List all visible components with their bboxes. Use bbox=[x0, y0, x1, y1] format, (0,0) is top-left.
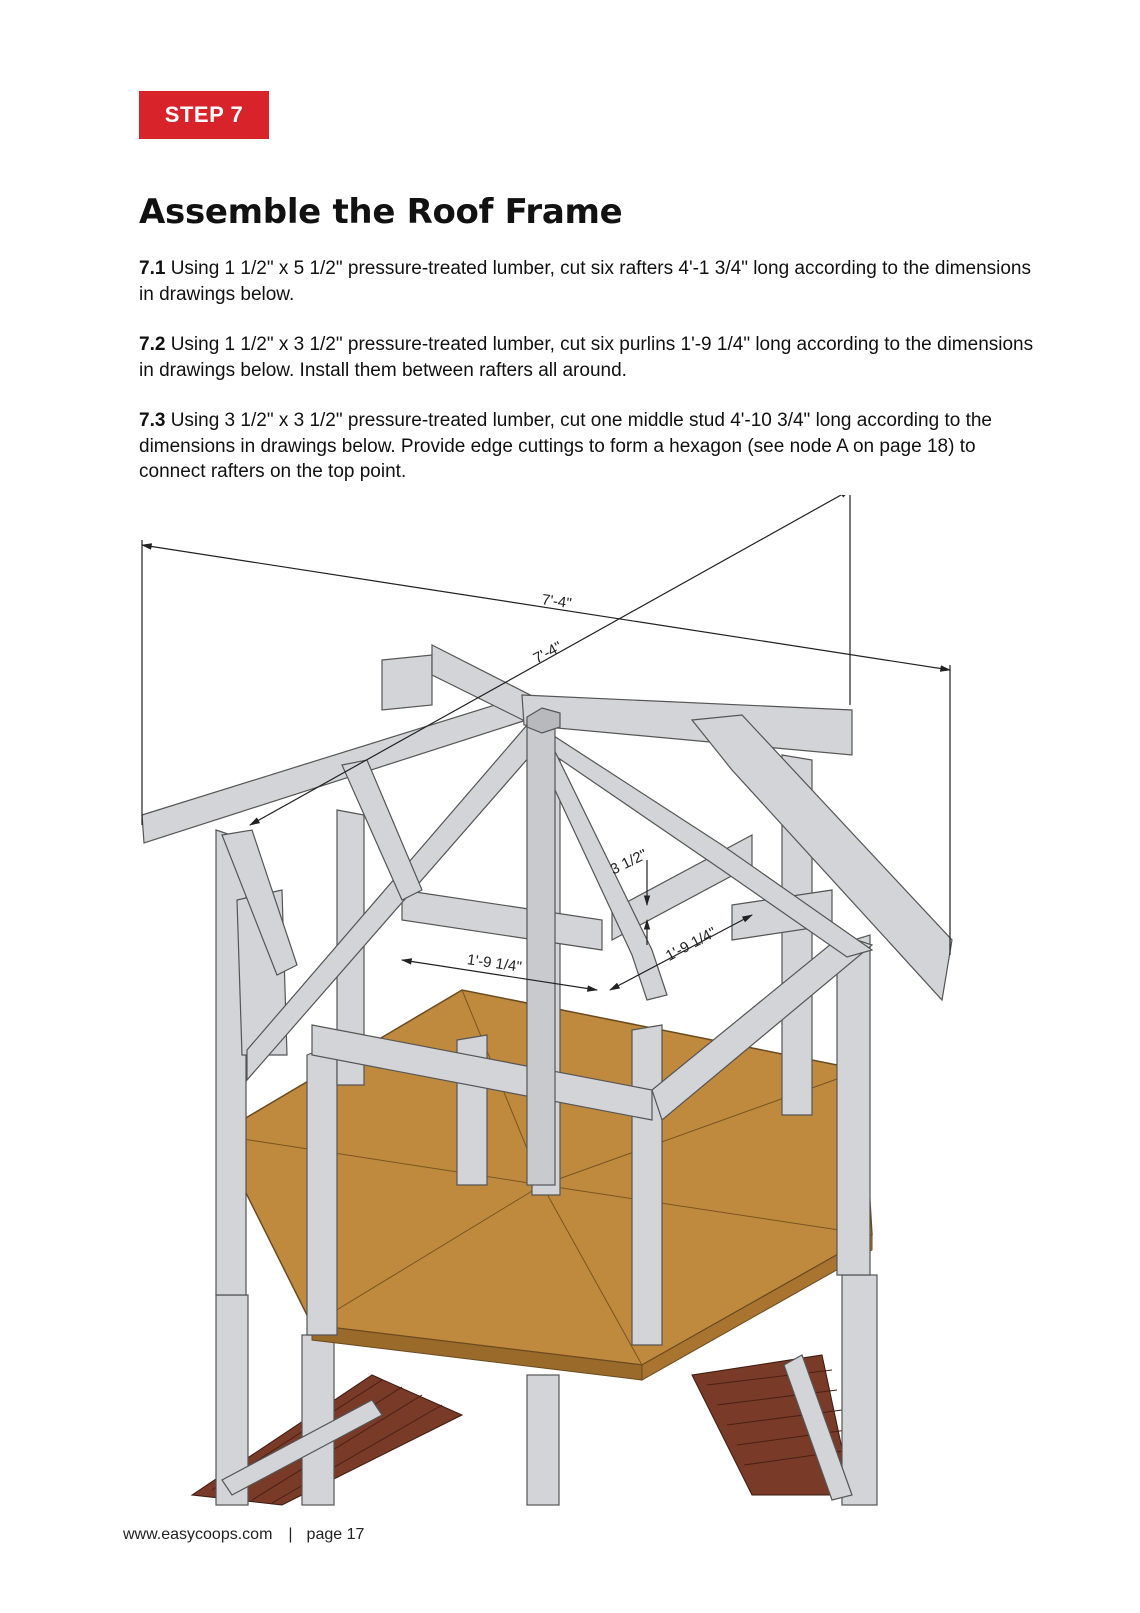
instruction-7-1 bbox=[139, 256, 1039, 307]
instruction-number: 7.1 bbox=[139, 258, 166, 279]
brick-foundation bbox=[192, 1355, 852, 1505]
instruction-7-2 bbox=[139, 332, 1039, 383]
dim-label-purlin-length-right: 1'-9 1/4" bbox=[662, 923, 720, 965]
instruction-7-3 bbox=[139, 408, 1039, 485]
footer-separator: | bbox=[288, 1526, 293, 1543]
instruction-text: Using 1 1/2" x 5 1/2" pressure-treated lumber, cut six rafters 4'-1 3/4" long according to the dimensions in drawings below. bbox=[139, 258, 1031, 305]
dim-label-purlin-length-left: 1'-9 1/4" bbox=[465, 951, 523, 976]
page-footer bbox=[123, 1526, 364, 1544]
middle-stud bbox=[527, 708, 560, 1185]
dim-label-purlin-height: 3 1/2" bbox=[607, 846, 650, 879]
instruction-number: 7.3 bbox=[139, 410, 166, 431]
page-title: Assemble the Roof Frame bbox=[139, 192, 623, 232]
instruction-text: Using 3 1/2" x 3 1/2" pressure-treated lumber, cut one middle stud 4'-10 3/4" long according to the dimensions in drawings below. Provide edge cuttings to form a hexagon (see node A on page 18) to connect rafters on the top point. bbox=[139, 410, 992, 482]
website-link[interactable]: www.easycoops.com bbox=[123, 1526, 273, 1543]
instruction-number: 7.2 bbox=[139, 334, 166, 355]
page-number: page 17 bbox=[306, 1526, 365, 1543]
step-badge: STEP 7 bbox=[139, 91, 269, 139]
dim-label-overall-width: 7'-4" bbox=[540, 591, 573, 613]
roof-frame-drawing bbox=[132, 495, 992, 1510]
instruction-text: Using 1 1/2" x 3 1/2" pressure-treated lumber, cut six purlins 1'-9 1/4" long according to the dimensions in drawings below. Install them between rafters all around. bbox=[139, 334, 1034, 381]
dim-label-overall-depth: 7'-4" bbox=[530, 638, 565, 668]
